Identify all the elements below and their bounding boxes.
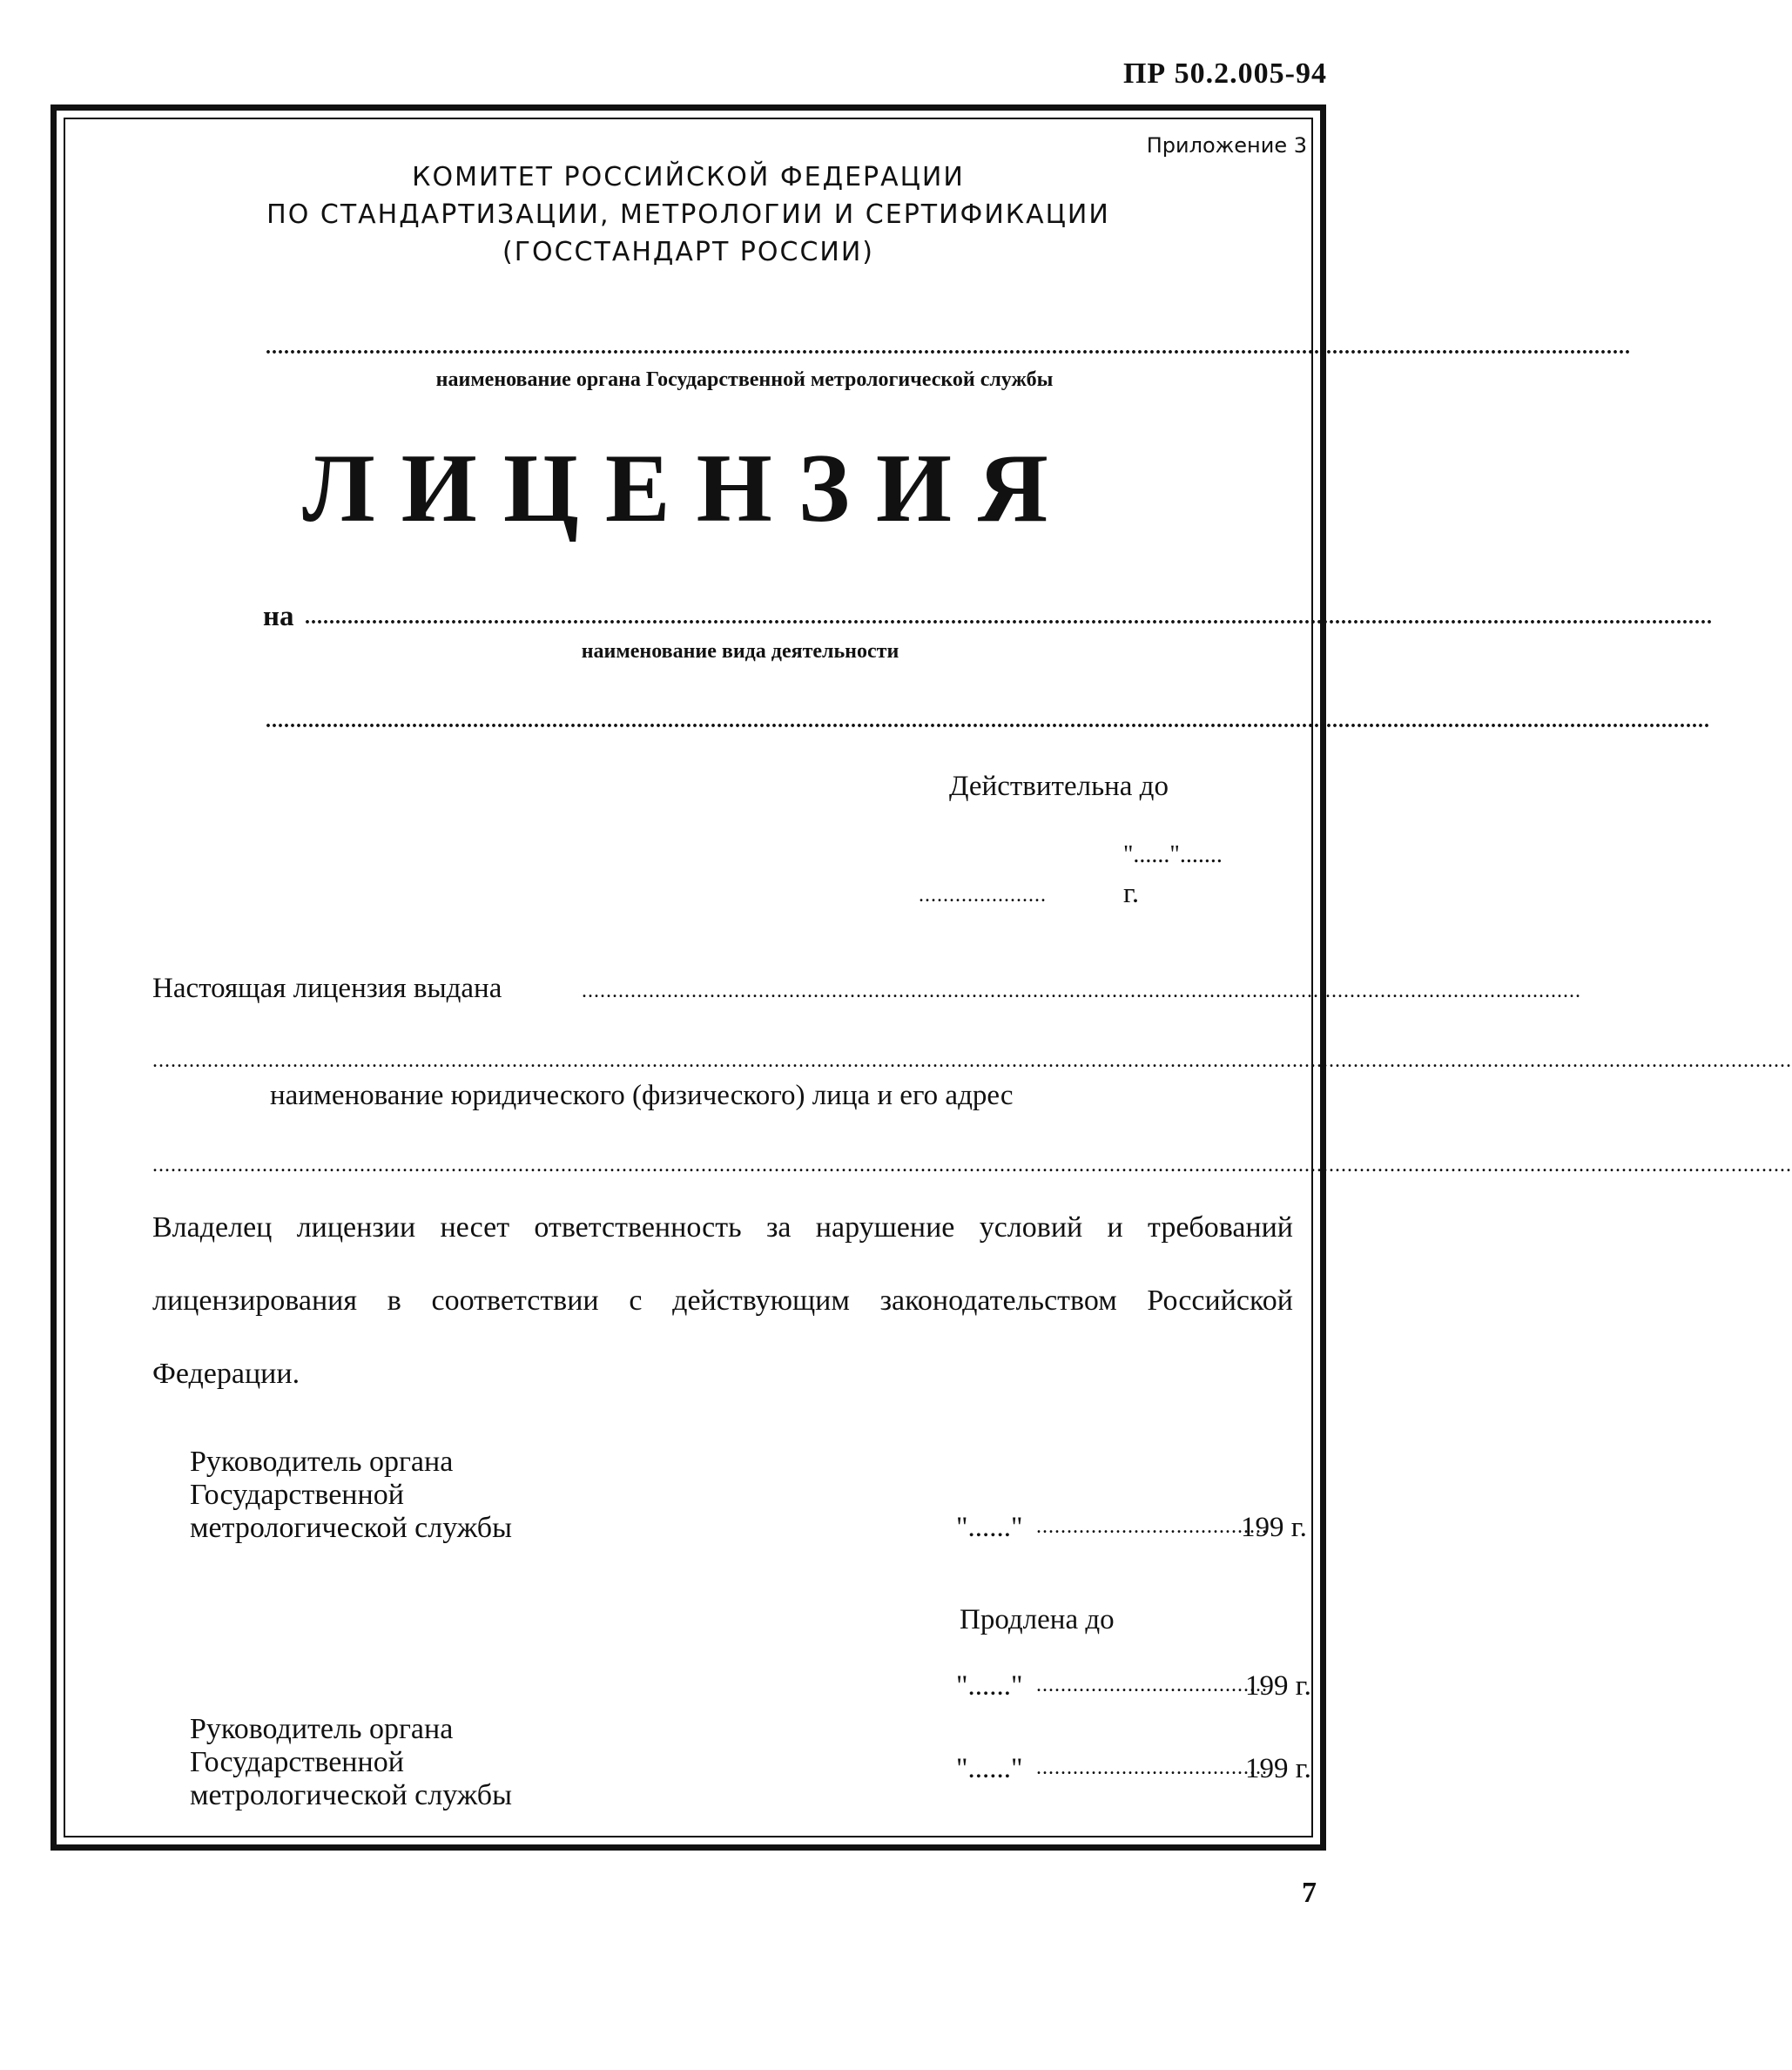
- organ-name-caption: наименование органа Государственной метрологической службы: [435, 368, 1054, 391]
- activity-caption: наименование вида деятельности: [581, 640, 899, 663]
- committee-line-2: ПО СТАНДАРТИЗАЦИИ, МЕТРОЛОГИИ И СЕРТИФИКАЦИИ: [266, 199, 1110, 230]
- signature-2-line-2: Государственной: [190, 1746, 404, 1778]
- signature-2-date-dots: ......................................: [1036, 1756, 1268, 1779]
- activity-dotted-line-2: .............................................................................................................................................................................................................................................: [266, 710, 1710, 732]
- issued-caption: наименование юридического (физического) лица и его адрес: [270, 1080, 1014, 1111]
- committee-line-1: КОМИТЕТ РОССИЙСКОЙ ФЕДЕРАЦИИ: [412, 162, 965, 192]
- signature-block-2: [190, 1713, 512, 1812]
- activity-prefix: на: [263, 601, 294, 632]
- issued-dotted-line-3: .............................................................................................................................................................................................................................................................................: [152, 1154, 1792, 1177]
- responsibility-paragraph: Владелец лицензии несет ответственность за нарушение условий и требований лицензирования в соответствии с действующим законодательством Российской Федерации.: [152, 1211, 1293, 1390]
- signature-block-1: [190, 1446, 512, 1545]
- signature-1-date-prefix: "......": [956, 1512, 1023, 1543]
- issued-label: Настоящая лицензия выдана: [152, 973, 502, 1004]
- signature-2-year: 199 г.: [1245, 1753, 1311, 1784]
- signature-2-line-3: метрологической службы: [190, 1779, 512, 1811]
- validity-year-dots: .....................: [919, 884, 1047, 907]
- page-number: 7: [1302, 1877, 1317, 1909]
- extension-date-dots: ......................................: [1036, 1674, 1268, 1696]
- signature-1-line-1: Руководитель органа: [190, 1446, 454, 1478]
- extension-year: 199 г.: [1245, 1670, 1311, 1702]
- appendix-label: Приложение 3: [1146, 133, 1307, 158]
- issued-dotted-line-2: .............................................................................................................................................................................................................................................................................: [152, 1049, 1792, 1072]
- signature-1-date-dots: ......................................: [1036, 1515, 1268, 1538]
- activity-dotted-line-1: .......................................................................................................................................................................................................................................: [305, 606, 1713, 629]
- validity-day-mark: "......".......: [1123, 841, 1223, 868]
- document-title: ЛИЦЕНЗИЯ: [302, 435, 1075, 543]
- committee-line-3: (ГОССТАНДАРТ РОССИИ): [502, 237, 874, 267]
- committee-heading: [64, 158, 1313, 271]
- extension-label: Продлена до: [960, 1604, 1115, 1635]
- document-code: ПР 50.2.005-94: [1122, 57, 1327, 90]
- signature-2-date-prefix: "......": [956, 1753, 1023, 1784]
- signature-1-line-3: метрологической службы: [190, 1512, 512, 1544]
- signature-1-year: 199 г.: [1241, 1512, 1307, 1543]
- signature-1-line-2: Государственной: [190, 1479, 404, 1511]
- validity-year-mark: г.: [1123, 878, 1140, 909]
- issued-dotted-line-1: ....................................................................................................................................................................: [582, 980, 1581, 1002]
- organ-name-dotted-line: ................................................................................................................................................................................................................................: [266, 336, 1631, 359]
- extension-date-prefix: "......": [956, 1670, 1023, 1702]
- signature-2-line-1: Руководитель органа: [190, 1713, 454, 1745]
- validity-label: Действительна до: [949, 771, 1169, 802]
